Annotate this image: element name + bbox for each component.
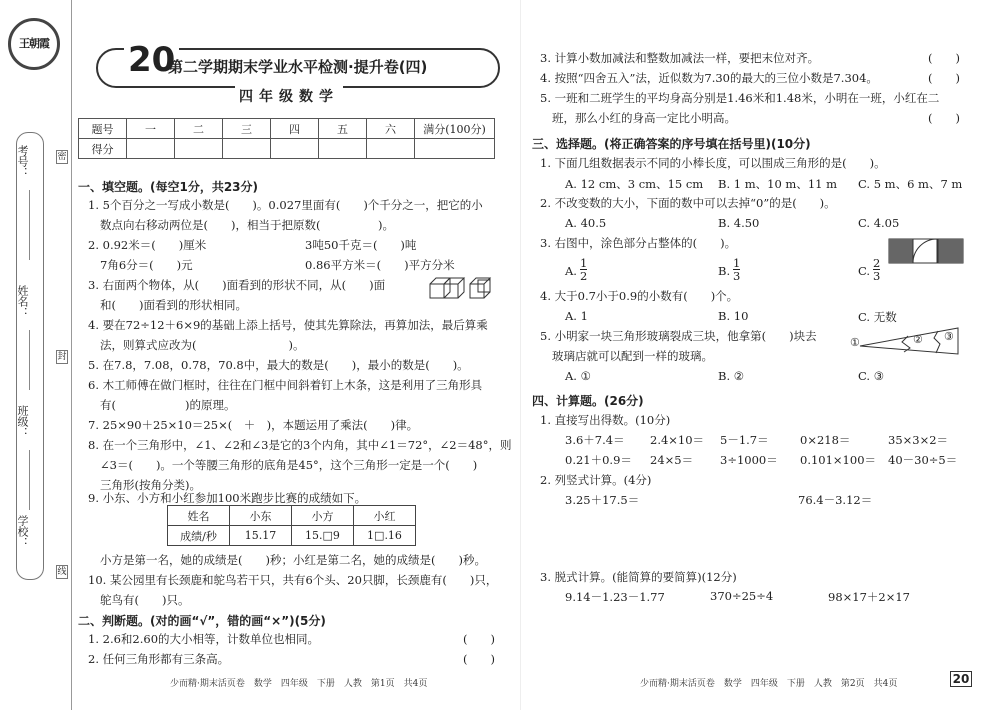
numerator: 1: [733, 256, 741, 270]
question-text: ∠3＝( )。一个等腰三角形的底角是45°，这个三角形一定是一个( ): [100, 458, 478, 472]
race-cell: 小东: [230, 506, 292, 526]
calc-item: 5－1.7＝: [720, 433, 769, 447]
race-cell: 15.17: [230, 526, 292, 546]
score-input-cell[interactable]: [127, 139, 175, 159]
paper-subtitle: 四年级数学: [235, 86, 343, 106]
question-text: 4. 要在72÷12＋6×9的基础上添上括号，使其先算除法，再算加法，最后算乘: [88, 318, 488, 332]
question-text: 5. 在7.8，7.08，0.78，70.8中，最大的数是( )，最小的数是( )。: [88, 358, 469, 372]
score-cell: 三: [223, 119, 271, 139]
question-text: 2. 不改变数的大小，下面的数中可以去掉“0”的是( )。: [540, 196, 836, 210]
calc-item: 98×17＋2×17: [828, 590, 910, 604]
answer-parens[interactable]: ( ): [928, 51, 960, 65]
option-c: C. ③: [858, 369, 885, 383]
score-cell: 二: [175, 119, 223, 139]
calc-item: 9.14－1.23－1.77: [565, 590, 665, 604]
race-cell: 成绩/秒: [168, 526, 230, 546]
option-b: B.: [718, 264, 731, 278]
name-label: 姓名：: [16, 285, 29, 318]
answer-parens[interactable]: ( ): [928, 71, 960, 85]
paper-number: 20: [124, 40, 179, 80]
seal-mark-3: 线: [57, 567, 67, 577]
score-cell: 四: [271, 119, 319, 139]
option-b: B. 1 m、10 m、11 m: [718, 177, 838, 191]
denominator: 3: [873, 269, 881, 283]
section-4-title: 四、计算题。(26分): [532, 394, 644, 408]
race-results-table: [167, 505, 416, 546]
question-text: 鸵鸟有( )只。: [100, 593, 190, 607]
option-a: A.: [565, 264, 577, 278]
class-line: [29, 450, 30, 510]
shaded-fraction-figure: [888, 238, 964, 264]
score-input-cell[interactable]: [415, 139, 495, 159]
calc-item: 3.6＋7.4＝: [565, 433, 625, 447]
race-cell: 小红: [354, 506, 416, 526]
calc-item: 76.4－3.12＝: [798, 493, 873, 507]
answer-parens[interactable]: ( ): [463, 632, 495, 646]
question-text: 1. 直接写出得数。(10分): [540, 413, 671, 427]
publisher-logo: [8, 18, 60, 70]
question-text: 2. 0.92米＝( )厘米: [88, 238, 207, 252]
calc-item: 2.4×10＝: [650, 433, 705, 447]
option-c: C.: [858, 264, 871, 278]
option-a: A. 40.5: [565, 216, 607, 230]
score-cell: 六: [367, 119, 415, 139]
logo-text: 王朝霞: [19, 37, 49, 50]
question-text: 3吨50千克＝( )吨: [305, 238, 417, 252]
exam-number-line: [29, 190, 30, 260]
question-text: 玻璃店就可以配到一样的玻璃。: [552, 349, 713, 363]
binding-strip: [0, 0, 72, 710]
question-text: 6. 木工师傅在做门框时，往往在门框中间斜着钉上木条，这是利用了三角形具: [88, 378, 483, 392]
option-c: C. 4.05: [858, 216, 900, 230]
section-3-title: 三、选择题。(将正确答案的序号填在括号里)(10分): [532, 137, 811, 151]
question-text: 和( )面看到的形状相同。: [100, 298, 247, 312]
calc-item: 3÷1000＝: [720, 453, 778, 467]
option-c: C. 无数: [858, 310, 897, 324]
section-2-title: 二、判断题。(对的画“√”，错的画“×”)(5分): [78, 614, 326, 628]
question-text: 3. 右面两个物体，从( )面看到的形状不同，从( )面: [88, 278, 386, 292]
score-cell: 满分(100分): [415, 119, 495, 139]
calc-item: 40－30÷5＝: [888, 453, 958, 467]
score-table-header: [79, 119, 495, 139]
answer-parens[interactable]: ( ): [928, 111, 960, 125]
score-cell: 一: [127, 119, 175, 139]
question-text: 8. 在一个三角形中，∠1、∠2和∠3是它的3个内角，其中∠1＝72°，∠2＝48°，则: [88, 438, 512, 452]
answer-parens[interactable]: ( ): [463, 652, 495, 666]
page-number-badge: 20: [950, 671, 972, 687]
class-label: 班级：: [16, 405, 29, 438]
score-input-cell[interactable]: [271, 139, 319, 159]
paper-title: 第二学期期末学业水平检测·提升卷(四): [168, 58, 428, 76]
score-cell: 题号: [79, 119, 127, 139]
question-text: 9. 小东、小方和小红参加100米跑步比赛的成绩如下。: [88, 491, 367, 505]
question-text: 1. 下面几组数据表示不同的小棒长度，可以围成三角形的是( )。: [540, 156, 886, 170]
cubes-figure: [428, 276, 500, 300]
score-table-row: [79, 139, 495, 159]
question-text: 7. 25×90＋25×10＝25×( ＋ )，本题运用了乘法( )律。: [88, 418, 419, 432]
score-cell: 得分: [79, 139, 127, 159]
glass-piece-label: ③: [944, 330, 954, 343]
question-text: 法，则算式应改为( )。: [100, 338, 305, 352]
question-text: 4. 大于0.7小于0.9的小数有( )个。: [540, 289, 739, 303]
question-text: 数点向右移动两位是( )，相当于把原数( )。: [100, 218, 394, 232]
race-table-row: [168, 526, 416, 546]
score-input-cell[interactable]: [367, 139, 415, 159]
race-cell: 1□.16: [354, 526, 416, 546]
seal-mark-2: 封: [57, 352, 67, 362]
section-1-title: 一、填空题。(每空1分，共23分): [78, 180, 259, 194]
fraction-c: [873, 257, 880, 282]
score-input-cell[interactable]: [223, 139, 271, 159]
race-cell: 姓名: [168, 506, 230, 526]
question-text: 10. 某公园里有长颈鹿和鸵鸟若干只，共有6个头、20只脚，长颈鹿有( )只，: [88, 573, 498, 587]
calc-item: 0.21＋0.9＝: [565, 453, 632, 467]
score-input-cell[interactable]: [319, 139, 367, 159]
denominator: 2: [580, 269, 588, 283]
question-text: 5. 一班和二班学生的平均身高分别是1.46米和1.48米，小明在一班，小红在二: [540, 91, 940, 105]
numerator: 2: [873, 256, 881, 270]
fraction-a: [580, 257, 587, 282]
calc-item: 0.101×100＝: [800, 453, 877, 467]
exam-number-label: 考号：: [16, 145, 29, 178]
question-text: 1. 2.6和2.60的大小相等，计数单位也相同。: [88, 632, 320, 646]
question-text: 0.86平方米＝( )平方分米: [305, 258, 455, 272]
name-line: [29, 330, 30, 390]
calc-item: 24×5＝: [650, 453, 694, 467]
glass-piece-label: ①: [850, 336, 860, 349]
denominator: 3: [733, 269, 741, 283]
calc-item: 3.25＋17.5＝: [565, 493, 640, 507]
score-table: [78, 118, 495, 159]
option-b: B. 4.50: [718, 216, 760, 230]
school-label: 学校：: [16, 515, 29, 548]
option-c: C. 5 m、6 m、7 m: [858, 177, 963, 191]
question-text: 3. 右图中，涂色部分占整体的( )。: [540, 236, 737, 250]
option-b: B. ②: [718, 369, 745, 383]
numerator: 1: [580, 256, 588, 270]
calc-item: 0×218＝: [800, 433, 851, 447]
race-cell: 小方: [292, 506, 354, 526]
question-text: 三角形(按角分类)。: [100, 478, 201, 492]
score-cell: 五: [319, 119, 367, 139]
left-footer: 少而精·期末活页卷 数学 四年级 下册 人教 第1页 共4页: [170, 679, 428, 689]
page-divider: [520, 0, 521, 710]
question-text: 7角6分＝( )元: [100, 258, 193, 272]
right-footer: 少而精·期末活页卷 数学 四年级 下册 人教 第2页 共4页: [640, 679, 898, 689]
question-text: 班，那么小红的身高一定比小明高。: [552, 111, 736, 125]
calc-item: 35×3×2＝: [888, 433, 949, 447]
question-text: 3. 脱式计算。(能简算的要简算)(12分): [540, 570, 737, 584]
option-a: A. 1: [565, 309, 588, 323]
glass-piece-label: ②: [913, 333, 923, 346]
race-cell: 15.□9: [292, 526, 354, 546]
option-a: A. 12 cm、3 cm、15 cm: [565, 177, 704, 191]
calc-item: 370÷25÷4: [710, 589, 774, 603]
option-a: A. ①: [565, 369, 591, 383]
question-text: 2. 任何三角形都有三条高。: [88, 652, 230, 666]
question-text: 3. 计算小数加减法和整数加减法一样，要把末位对齐。: [540, 51, 820, 65]
question-text: 5. 小明家一块三角形玻璃裂成三块，他拿第( )块去: [540, 329, 817, 343]
score-input-cell[interactable]: [175, 139, 223, 159]
question-text: 1. 5个百分之一写成小数是( )。0.027里面有( )个千分之一，把它的小: [88, 198, 483, 212]
question-text: 有( )的原理。: [100, 398, 236, 412]
race-table-header: [168, 506, 416, 526]
binding-info-box: [16, 132, 44, 580]
fraction-b: [733, 257, 740, 282]
question-text: 2. 列竖式计算。(4分): [540, 473, 652, 487]
question-text: 4. 按照“四舍五入”法，近似数为7.30的最大的三位小数是7.304。: [540, 71, 878, 85]
question-text: 小方是第一名，她的成绩是( )秒；小红是第二名，她的成绩是( )秒。: [100, 553, 486, 567]
seal-mark-1: 密: [57, 152, 67, 162]
option-b: B. 10: [718, 309, 749, 323]
